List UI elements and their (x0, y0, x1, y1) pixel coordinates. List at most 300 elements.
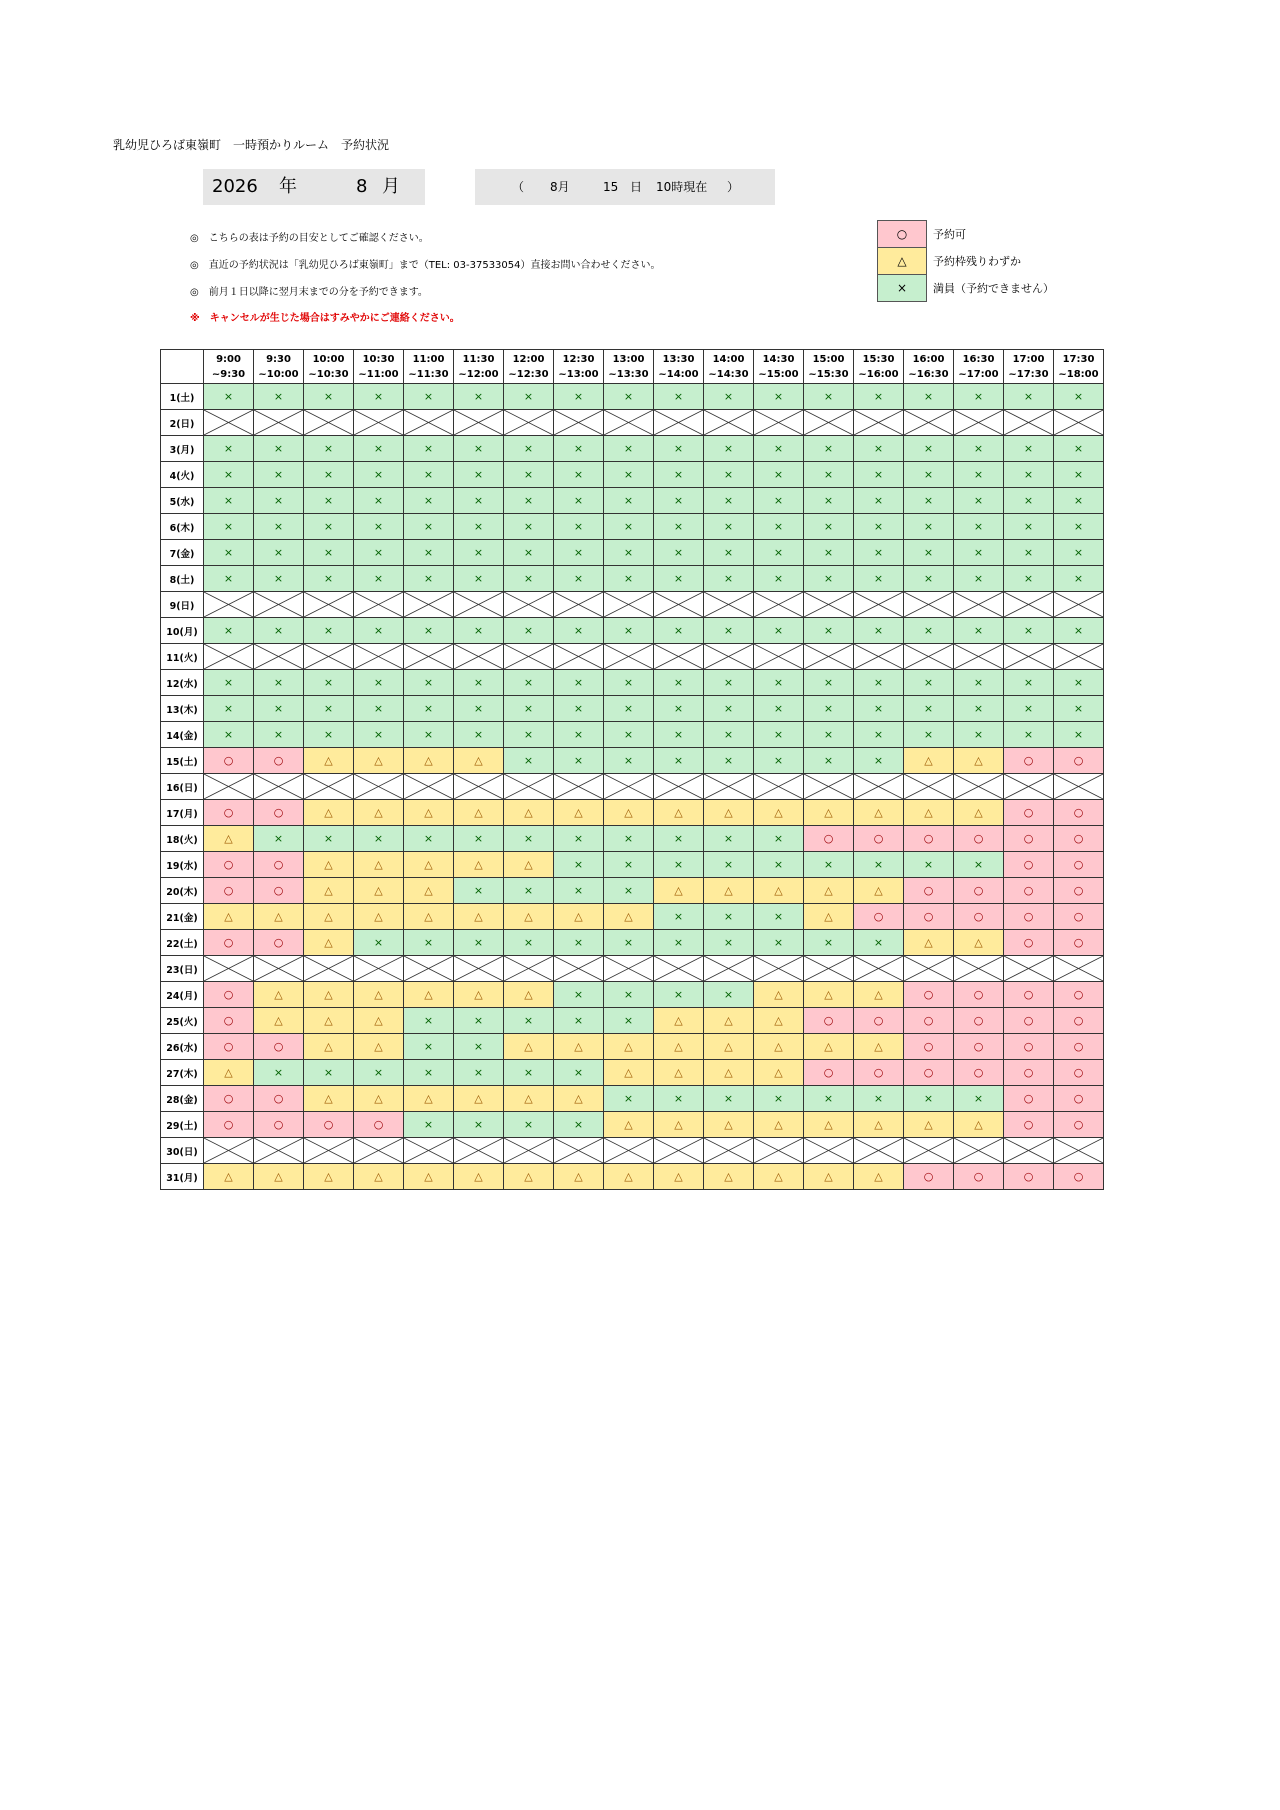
timeslot-header (354, 350, 404, 384)
slot-few-left: △ (554, 904, 604, 930)
slot-closed (654, 410, 704, 436)
slot-full: × (454, 488, 504, 514)
slot-full: × (554, 1008, 604, 1034)
slot-full: × (804, 514, 854, 540)
as-of-time: 10時現在 (656, 180, 708, 194)
slot-full: × (654, 1086, 704, 1112)
day-row (161, 930, 1104, 956)
slot-available: ○ (204, 1112, 254, 1138)
slot-few-left: △ (354, 852, 404, 878)
slot-available: ○ (954, 904, 1004, 930)
slot-closed (854, 592, 904, 618)
slot-full: × (904, 384, 954, 410)
slot-available: ○ (204, 930, 254, 956)
closed-cross-icon (754, 410, 803, 435)
slot-closed (704, 592, 754, 618)
slot-available: ○ (1004, 1034, 1054, 1060)
slot-few-left: △ (454, 800, 504, 826)
slot-available: ○ (1004, 1164, 1054, 1190)
slot-full: × (804, 748, 854, 774)
slot-closed (1004, 956, 1054, 982)
timeslot-end: ~16:30 (908, 368, 949, 380)
slot-few-left: △ (504, 1034, 554, 1060)
slot-available: ○ (204, 1008, 254, 1034)
slot-full: × (204, 436, 254, 462)
slot-available: ○ (954, 1164, 1004, 1190)
slot-closed (204, 410, 254, 436)
closed-cross-icon (1054, 1138, 1103, 1163)
closed-cross-icon (804, 410, 853, 435)
closed-cross-icon (654, 410, 703, 435)
slot-full: × (504, 696, 554, 722)
as-of-open-paren: （ (512, 180, 525, 194)
closed-cross-icon (1054, 644, 1103, 669)
slot-closed (904, 956, 954, 982)
slot-full: × (504, 566, 554, 592)
slot-closed (754, 592, 804, 618)
slot-few-left: △ (704, 878, 754, 904)
slot-few-left: △ (304, 930, 354, 956)
slot-closed (854, 644, 904, 670)
slot-full: × (704, 670, 754, 696)
slot-closed (354, 774, 404, 800)
slot-few-left: △ (454, 904, 504, 930)
closed-cross-icon (804, 644, 853, 669)
timeslot-end: ~14:00 (658, 368, 699, 380)
slot-closed (804, 644, 854, 670)
closed-cross-icon (854, 774, 903, 799)
timeslot-end: ~17:30 (1008, 368, 1049, 380)
slot-few-left: △ (354, 1034, 404, 1060)
timeslot-header (704, 350, 754, 384)
slot-available: ○ (954, 1060, 1004, 1086)
slot-full: × (604, 1086, 654, 1112)
slot-closed (954, 1138, 1004, 1164)
slot-few-left: △ (954, 748, 1004, 774)
day-row (161, 1008, 1104, 1034)
timeslot-end: ~12:30 (508, 368, 549, 380)
slot-closed (504, 644, 554, 670)
day-row (161, 826, 1104, 852)
slot-available: ○ (1004, 800, 1054, 826)
slot-few-left: △ (654, 1164, 704, 1190)
slot-few-left: △ (354, 748, 404, 774)
closed-cross-icon (704, 956, 753, 981)
slot-closed (1054, 410, 1104, 436)
slot-closed (1054, 1138, 1104, 1164)
day-label: 27(木) (161, 1060, 204, 1086)
slot-few-left: △ (304, 852, 354, 878)
as-of-day-unit: 日 (630, 180, 643, 194)
slot-few-left: △ (204, 904, 254, 930)
slot-full: × (1054, 384, 1104, 410)
slot-available: ○ (204, 1034, 254, 1060)
slot-closed (1004, 592, 1054, 618)
slot-full: × (854, 748, 904, 774)
slot-closed (1004, 1138, 1054, 1164)
closed-cross-icon (354, 644, 403, 669)
closed-cross-icon (304, 592, 353, 617)
slot-few-left: △ (854, 1164, 904, 1190)
slot-full: × (504, 514, 554, 540)
slot-available: ○ (1054, 982, 1104, 1008)
slot-few-left: △ (404, 1164, 454, 1190)
closed-cross-icon (304, 644, 353, 669)
slot-few-left: △ (354, 982, 404, 1008)
slot-full: × (504, 488, 554, 514)
slot-full: × (654, 852, 704, 878)
slot-few-left: △ (404, 878, 454, 904)
slot-available: ○ (854, 1060, 904, 1086)
day-label: 20(木) (161, 878, 204, 904)
slot-available: ○ (1004, 826, 1054, 852)
year-value: 2026 (212, 176, 258, 197)
slot-closed (404, 644, 454, 670)
slot-closed (554, 1138, 604, 1164)
slot-full: × (554, 982, 604, 1008)
closed-cross-icon (304, 1138, 353, 1163)
slot-full: × (954, 670, 1004, 696)
available-label: 予約可 (933, 228, 966, 241)
slot-closed (754, 410, 804, 436)
slot-few-left: △ (704, 1008, 754, 1034)
slot-full: × (754, 696, 804, 722)
closed-cross-icon (254, 1138, 303, 1163)
closed-cross-icon (804, 592, 853, 617)
closed-cross-icon (554, 774, 603, 799)
day-label: 24(月) (161, 982, 204, 1008)
slot-full: × (254, 436, 304, 462)
slot-few-left: △ (704, 1164, 754, 1190)
closed-cross-icon (854, 1138, 903, 1163)
slot-full: × (754, 930, 804, 956)
slot-full: × (254, 670, 304, 696)
slot-few-left: △ (304, 1086, 354, 1112)
slot-closed (204, 1138, 254, 1164)
timeslot-start: 17:30 (1062, 353, 1095, 365)
closed-cross-icon (1004, 774, 1053, 799)
slot-closed (904, 644, 954, 670)
slot-full: × (754, 826, 804, 852)
slot-full: × (254, 540, 304, 566)
slot-full: × (304, 696, 354, 722)
slot-closed (1054, 592, 1104, 618)
slot-full: × (954, 1086, 1004, 1112)
day-label: 18(火) (161, 826, 204, 852)
slot-closed (254, 644, 304, 670)
slot-full: × (954, 462, 1004, 488)
slot-few-left: △ (904, 1112, 954, 1138)
day-row (161, 748, 1104, 774)
timeslot-start: 9:00 (216, 353, 241, 365)
slot-closed (354, 956, 404, 982)
slot-closed (304, 592, 354, 618)
closed-cross-icon (904, 956, 953, 981)
slot-full: × (454, 618, 504, 644)
closed-cross-icon (954, 774, 1003, 799)
timeslot-start: 13:30 (662, 353, 695, 365)
slot-full: × (354, 670, 404, 696)
month-value: 8 (356, 176, 368, 197)
slot-few-left: △ (454, 1086, 504, 1112)
slot-full: × (604, 748, 654, 774)
slot-closed (304, 774, 354, 800)
day-label: 3(月) (161, 436, 204, 462)
closed-cross-icon (754, 592, 803, 617)
closed-cross-icon (654, 644, 703, 669)
slot-available: ○ (1004, 904, 1054, 930)
slot-few-left: △ (354, 878, 404, 904)
day-row (161, 384, 1104, 410)
legend-item-available (878, 221, 1055, 248)
reservation-table (160, 349, 1104, 1190)
slot-closed (904, 592, 954, 618)
slot-full: × (804, 488, 854, 514)
slot-full: × (254, 618, 304, 644)
closed-cross-icon (554, 956, 603, 981)
slot-full: × (704, 540, 754, 566)
slot-closed (804, 1138, 854, 1164)
slot-closed (204, 956, 254, 982)
slot-available: ○ (204, 878, 254, 904)
slot-full: × (604, 878, 654, 904)
slot-full: × (904, 566, 954, 592)
slot-few-left: △ (504, 1164, 554, 1190)
slot-closed (904, 774, 954, 800)
slot-available: ○ (1004, 852, 1054, 878)
slot-full: × (754, 748, 804, 774)
year-unit: 年 (279, 176, 297, 197)
slot-closed (804, 410, 854, 436)
closed-cross-icon (254, 774, 303, 799)
note-booking-window: ◎ 前月１日以降に翌月末までの分を予約できます。 (190, 287, 428, 298)
slot-few-left: △ (754, 1164, 804, 1190)
slot-full: × (754, 540, 804, 566)
slot-full: × (304, 826, 354, 852)
slot-available: ○ (204, 982, 254, 1008)
day-label: 16(日) (161, 774, 204, 800)
closed-cross-icon (604, 956, 653, 981)
timeslot-header (654, 350, 704, 384)
slot-full: × (604, 488, 654, 514)
slot-few-left: △ (454, 852, 504, 878)
slot-full: × (504, 1060, 554, 1086)
closed-cross-icon (404, 644, 453, 669)
slot-full: × (354, 722, 404, 748)
slot-full: × (954, 488, 1004, 514)
slot-full: × (204, 566, 254, 592)
slot-available: ○ (1004, 1086, 1054, 1112)
closed-cross-icon (254, 956, 303, 981)
slot-available: ○ (1054, 1164, 1104, 1190)
as-of-day: 15 (603, 180, 619, 194)
slot-closed (204, 644, 254, 670)
slot-closed (604, 644, 654, 670)
slot-full: × (654, 748, 704, 774)
slot-full: × (504, 1008, 554, 1034)
slot-closed (354, 592, 404, 618)
note-guide: ◎ こちらの表は予約の目安としてご確認ください。 (190, 233, 429, 244)
slot-closed (354, 644, 404, 670)
slot-few-left: △ (654, 1008, 704, 1034)
day-label: 26(水) (161, 1034, 204, 1060)
slot-few-left: △ (454, 748, 504, 774)
slot-few-left: △ (404, 982, 454, 1008)
slot-available: ○ (904, 826, 954, 852)
slot-full: × (854, 930, 904, 956)
slot-few-left: △ (254, 982, 304, 1008)
slot-few-left: △ (954, 800, 1004, 826)
closed-cross-icon (454, 410, 503, 435)
day-label: 17(月) (161, 800, 204, 826)
closed-cross-icon (854, 956, 903, 981)
slot-closed (404, 410, 454, 436)
day-row (161, 1034, 1104, 1060)
slot-full: × (904, 852, 954, 878)
slot-full: × (204, 540, 254, 566)
slot-full: × (854, 436, 904, 462)
timeslot-end: ~9:30 (211, 368, 246, 380)
slot-closed (804, 774, 854, 800)
closed-cross-icon (504, 410, 553, 435)
slot-few-left: △ (754, 878, 804, 904)
day-label: 13(木) (161, 696, 204, 722)
closed-cross-icon (354, 410, 403, 435)
slot-few-left: △ (654, 1060, 704, 1086)
slot-full: × (354, 384, 404, 410)
closed-cross-icon (804, 774, 853, 799)
slot-full: × (804, 852, 854, 878)
slot-closed (254, 956, 304, 982)
closed-cross-icon (554, 410, 603, 435)
timeslot-header (504, 350, 554, 384)
slot-few-left: △ (254, 1164, 304, 1190)
closed-cross-icon (604, 1138, 653, 1163)
slot-full: × (554, 1112, 604, 1138)
slot-few-left: △ (504, 1086, 554, 1112)
timeslot-header (554, 350, 604, 384)
closed-cross-icon (604, 410, 653, 435)
slot-available: ○ (804, 826, 854, 852)
slot-full: × (304, 670, 354, 696)
slot-full: × (754, 462, 804, 488)
slot-full: × (654, 826, 704, 852)
timeslot-header (304, 350, 354, 384)
timeslot-start: 15:00 (812, 353, 845, 365)
slot-full: × (1054, 540, 1104, 566)
slot-full: × (954, 384, 1004, 410)
slot-available: ○ (1004, 930, 1054, 956)
day-label: 29(土) (161, 1112, 204, 1138)
day-label: 10(月) (161, 618, 204, 644)
slot-few-left: △ (254, 904, 304, 930)
slot-full: × (454, 384, 504, 410)
day-label: 22(土) (161, 930, 204, 956)
day-row (161, 1060, 1104, 1086)
closed-cross-icon (454, 1138, 503, 1163)
available-symbol: ○ (878, 221, 927, 248)
closed-cross-icon (1004, 1138, 1053, 1163)
timeslot-header (804, 350, 854, 384)
slot-few-left: △ (304, 1008, 354, 1034)
slot-full: × (254, 514, 304, 540)
slot-few-left: △ (404, 852, 454, 878)
day-label: 9(日) (161, 592, 204, 618)
slot-full: × (554, 384, 604, 410)
timeslot-start: 12:00 (512, 353, 545, 365)
slot-full: × (354, 696, 404, 722)
slot-few-left: △ (304, 1034, 354, 1060)
slot-full: × (804, 1086, 854, 1112)
closed-cross-icon (954, 644, 1003, 669)
closed-cross-icon (504, 1138, 553, 1163)
slot-few-left: △ (654, 1112, 704, 1138)
closed-cross-icon (204, 644, 253, 669)
slot-full: × (704, 436, 754, 462)
closed-cross-icon (804, 1138, 853, 1163)
slot-few-left: △ (504, 982, 554, 1008)
slot-few-left: △ (404, 800, 454, 826)
slot-full: × (404, 1112, 454, 1138)
slot-closed (604, 410, 654, 436)
timeslot-header (604, 350, 654, 384)
year-month-box (203, 169, 425, 205)
day-label: 4(火) (161, 462, 204, 488)
closed-cross-icon (404, 1138, 453, 1163)
slot-full: × (754, 488, 804, 514)
day-row (161, 410, 1104, 436)
day-row (161, 722, 1104, 748)
day-row (161, 644, 1104, 670)
legend (877, 220, 1055, 302)
timeslot-end: ~14:30 (708, 368, 749, 380)
slot-full: × (804, 618, 854, 644)
slot-full: × (754, 436, 804, 462)
slot-closed (354, 1138, 404, 1164)
slot-closed (954, 774, 1004, 800)
slot-few-left: △ (554, 800, 604, 826)
slot-full: × (504, 1112, 554, 1138)
slot-full: × (654, 982, 704, 1008)
timeslot-header (404, 350, 454, 384)
closed-cross-icon (254, 644, 303, 669)
slot-closed (954, 644, 1004, 670)
slot-full: × (654, 384, 704, 410)
timeslot-start: 10:00 (312, 353, 345, 365)
closed-cross-icon (454, 592, 503, 617)
slot-full: × (454, 1008, 504, 1034)
slot-few-left: △ (404, 1086, 454, 1112)
closed-cross-icon (904, 644, 953, 669)
slot-full: × (854, 852, 904, 878)
slot-available: ○ (1054, 1060, 1104, 1086)
slot-available: ○ (1054, 852, 1104, 878)
slot-full: × (904, 514, 954, 540)
slot-full: × (204, 618, 254, 644)
slot-available: ○ (1004, 1008, 1054, 1034)
closed-cross-icon (604, 774, 653, 799)
slot-closed (604, 956, 654, 982)
slot-full: × (604, 826, 654, 852)
closed-cross-icon (854, 592, 903, 617)
slot-closed (604, 1138, 654, 1164)
slot-closed (654, 644, 704, 670)
slot-closed (504, 410, 554, 436)
day-label: 15(土) (161, 748, 204, 774)
slot-available: ○ (904, 1008, 954, 1034)
slot-available: ○ (204, 748, 254, 774)
closed-cross-icon (804, 956, 853, 981)
